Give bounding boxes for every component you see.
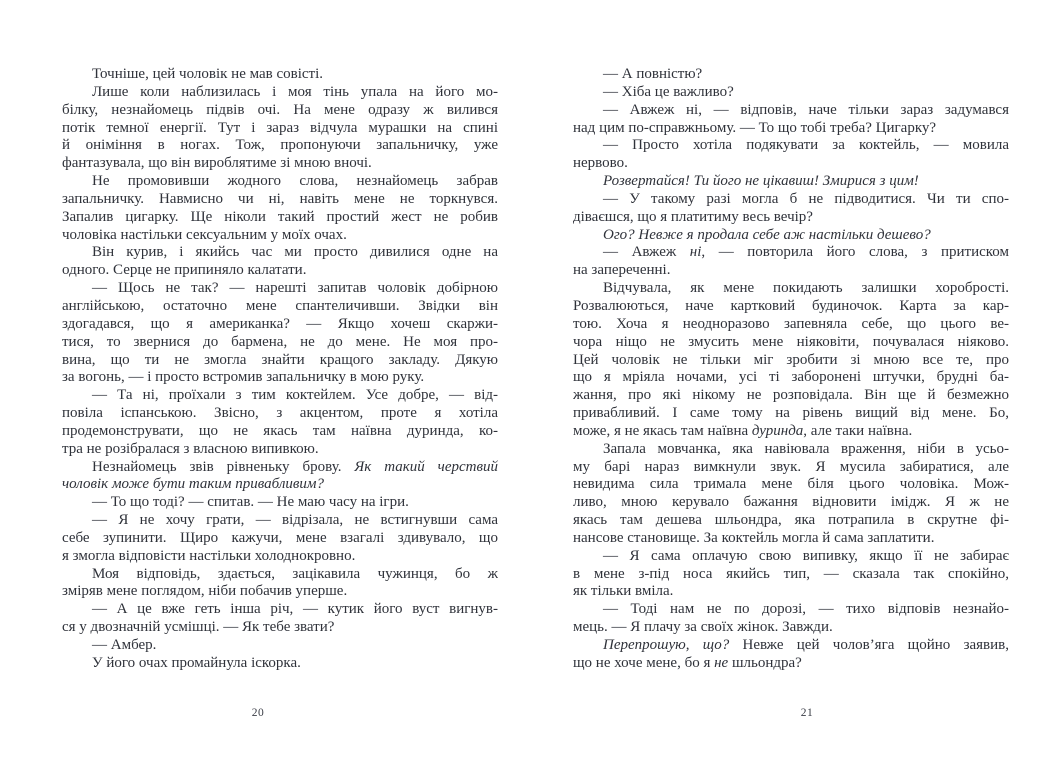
text-segment: що я мріяла ночами, усі ті заборонені штучки, брудні ба- <box>573 369 1009 386</box>
text-line <box>62 66 498 84</box>
text-line <box>573 334 1009 352</box>
text-line <box>573 476 1009 494</box>
text-segment: Розвалюються, наче картковий будиночок. Карта за кар- <box>573 297 1009 314</box>
text-segment: Незнайомець звів рівненьку брову. <box>92 458 355 475</box>
text-line <box>62 155 498 173</box>
text-line <box>573 387 1009 405</box>
text-segment: шльондра? <box>728 654 802 671</box>
text-line <box>573 191 1009 209</box>
text-segment: здогадався, що я американка? — Якщо хочеш скаржи- <box>62 315 498 332</box>
text-line <box>62 209 498 227</box>
text-segment: якась там дешева шльондра, яка потрапила в скрутне фі- <box>573 512 1009 529</box>
text-line <box>62 244 498 262</box>
text-segment: У його очах промайнула іскорка. <box>92 654 301 671</box>
text-line <box>62 173 498 191</box>
text-line <box>62 227 498 245</box>
text-segment: продемонструвати, що не якась там наївна дуринда, ко- <box>62 422 498 439</box>
text-segment: — Та ні, проїхали з тим коктейлем. Усе добре, — від- <box>92 387 498 404</box>
text-line <box>62 120 498 138</box>
text-line <box>62 423 498 441</box>
text-segment-italic: Як такий черствий <box>354 458 498 475</box>
text-segment: , але таки наївна. <box>803 422 913 439</box>
text-line <box>62 441 498 459</box>
text-line <box>573 209 1009 227</box>
text-segment: — Щось не так? — нарешті запитав чоловік добірною <box>92 280 498 297</box>
text-segment: Відчувала, як мене покидають залишки хоробрості. <box>603 280 1009 297</box>
text-line <box>573 512 1009 530</box>
text-line <box>62 601 498 619</box>
text-line <box>573 494 1009 512</box>
text-segment: на запереченні. <box>573 262 671 279</box>
text-segment: — А повністю? <box>603 66 703 82</box>
text-segment: й оніміння в ногах. Тож, пропонуючи запальничку, уже <box>62 137 498 154</box>
text-segment: в мене з-під носа якийсь тип, — сказала так спокійно, <box>573 565 1009 582</box>
text-segment: Лише коли наблизилась і моя тінь упала на його мо- <box>92 83 498 100</box>
text-line <box>573 227 1009 245</box>
text-segment: тою. Хоча я неодноразово запевняла себе, що цього ве- <box>573 315 1009 332</box>
text-line <box>573 155 1009 173</box>
text-segment: Запалив цигарку. Ще ніколи такий простий жест не робив <box>62 208 498 225</box>
text-line <box>573 84 1009 102</box>
text-segment: нервово. <box>573 155 628 172</box>
text-line <box>573 601 1009 619</box>
text-line <box>573 102 1009 120</box>
text-segment: невидима сила тримала мене біля цього чоловіка. Мож- <box>573 476 1009 493</box>
text-segment: може, я не якась там наївна <box>573 422 752 439</box>
text-segment: — То що тоді? — спитав. — Не маю часу на ігри. <box>92 494 409 511</box>
text-line <box>573 280 1009 298</box>
text-line <box>62 102 498 120</box>
text-line <box>62 137 498 155</box>
text-line <box>573 173 1009 191</box>
text-segment: потік темної енергії. Тут і зараз відчула мурашки на спині <box>62 119 498 136</box>
text-segment: тися, то звернися до бармена, не до мене. Не моя про- <box>62 333 498 350</box>
text-segment: тра не розібралася з власною випивкою. <box>62 440 319 457</box>
text-segment: — Я не хочу грати, — відрізала, не встигнувши сама <box>92 512 498 529</box>
text-line <box>62 583 498 601</box>
text-line <box>573 120 1009 138</box>
text-line <box>62 512 498 530</box>
text-line <box>573 459 1009 477</box>
text-line <box>62 459 498 477</box>
text-line <box>573 352 1009 370</box>
text-line <box>573 441 1009 459</box>
text-segment-italic: Розвертайся! Ти його не цікавиш! Змирися з цим! <box>603 173 919 190</box>
page-number-left: 20 <box>251 707 265 719</box>
text-segment: вина, що ти не змогла знайти кращого закладу. Дякую <box>62 351 498 368</box>
text-segment: — Авжеж ні, — відповів, наче тільки зараз задумався <box>603 101 1009 118</box>
text-segment: діваєшся, що я платитиму весь вечір? <box>573 208 813 225</box>
text-line <box>62 619 498 637</box>
text-line <box>573 298 1009 316</box>
text-segment: — У такому разі могла б не підводитися. Чи ти спо- <box>603 190 1009 207</box>
text-segment: — Тоді нам не по дорозі, — тихо відповів незнайо- <box>603 601 1009 618</box>
text-line <box>62 655 498 673</box>
page-right-text <box>573 66 1009 673</box>
text-line <box>573 423 1009 441</box>
text-line <box>62 548 498 566</box>
text-segment: фантазувала, що він вироблятиме зі мною вночі. <box>62 155 372 172</box>
text-line <box>573 244 1009 262</box>
text-segment: чора ніщо не змусить мене ніяковіти, почувалася ніяково. <box>573 333 1009 350</box>
text-line <box>573 566 1009 584</box>
text-segment: одного. Серце не припиняло калатати. <box>62 262 307 279</box>
text-line <box>573 66 1009 84</box>
text-segment: як тільки вміла. <box>573 583 674 600</box>
text-segment: ся у двозначній усмішці. — Як тебе звати? <box>62 619 335 636</box>
text-line <box>62 476 498 494</box>
text-segment: за вогонь, — і просто встромив запальничку в мою руку. <box>62 369 425 386</box>
text-line <box>573 316 1009 334</box>
text-line <box>62 637 498 655</box>
text-segment: себе зупинити. Щиро кажучи, мене взагалі здивувало, що <box>62 529 498 546</box>
text-line <box>62 387 498 405</box>
page-left-text <box>62 66 498 673</box>
text-segment: білку, незнайомець підвів очі. На мене одразу ж вилився <box>62 101 498 118</box>
text-segment: над цим по-справжньому. — То що тобі треба? Цигарку? <box>573 119 937 136</box>
text-line <box>62 84 498 102</box>
text-line <box>62 494 498 512</box>
page-number-right: 21 <box>800 707 814 719</box>
text-segment: Моя відповідь, здається, зацікавила чужинця, бо ж <box>92 565 498 582</box>
text-line <box>62 352 498 370</box>
text-line <box>573 637 1009 655</box>
text-segment: Невже цей чолов’яга щойно заявив, <box>729 637 1009 653</box>
text-segment: жання, про які нікому не розповідала. Він ще й безмежно <box>573 387 1009 404</box>
text-line <box>573 583 1009 601</box>
text-segment: мець. — Я плачу за своїх жінок. Завжди. <box>573 619 833 636</box>
text-segment: — А це вже геть інша річ, — кутик його вуст вигнув- <box>92 601 498 618</box>
text-line <box>573 619 1009 637</box>
text-segment-italic: чоловік може бути таким привабливим? <box>62 476 324 493</box>
text-line <box>573 530 1009 548</box>
text-segment: Запала мовчанка, яка навіювала враження, ніби в усьо- <box>603 440 1009 457</box>
text-line <box>62 334 498 352</box>
text-segment: чоловіка настільки сексуальним у моїх очах. <box>62 226 347 243</box>
text-segment: — Хіба це важливо? <box>603 83 734 100</box>
text-line <box>62 405 498 423</box>
text-line <box>573 262 1009 280</box>
text-segment: зміряв мене поглядом, ніби побачив уперше. <box>62 583 348 600</box>
text-line <box>62 262 498 280</box>
text-line <box>62 316 498 334</box>
text-segment: привабливий. І саме тому на рівень вищий від мене. Бо, <box>573 405 1009 422</box>
text-segment: Цей чоловік не тільки міг зробити зі мною все те, про <box>573 351 1009 368</box>
text-line <box>573 137 1009 155</box>
text-segment: — Авжеж <box>603 244 690 261</box>
text-segment: — Просто хотіла подякувати за коктейль, — мовила <box>603 137 1009 154</box>
text-line <box>573 369 1009 387</box>
text-line <box>62 566 498 584</box>
text-segment: що не хоче мене, бо я <box>573 654 715 671</box>
text-segment: англійською, остаточно мене спантеличивши. Звідки він <box>62 297 498 314</box>
text-segment: ливо, мною керувало бажання відновити імідж. Я ж не <box>573 494 1009 511</box>
text-segment: запальничку. Навмисно чи ні, навіть мене не торкнувся. <box>62 190 498 207</box>
text-segment: Точніше, цей чоловік не мав совісті. <box>92 66 324 82</box>
text-segment-italic: Перепрошую, що? <box>603 637 730 653</box>
text-segment-italic: Ого? Невже я продала себе аж настільки дешево? <box>603 226 931 243</box>
text-segment-italic: не <box>714 654 729 671</box>
text-line <box>62 369 498 387</box>
text-segment: — Я сама оплачую свою випивку, якщо її не забирає <box>603 547 1009 564</box>
text-segment: повіла іспанською. Звісно, з акцентом, проте я хотіла <box>62 405 498 422</box>
text-line <box>62 191 498 209</box>
text-line <box>62 280 498 298</box>
text-segment: Не промовивши жодного слова, незнайомець забрав <box>92 173 498 190</box>
text-segment: , — повторила його слова, з притиском <box>701 244 1009 261</box>
text-segment: — Амбер. <box>92 637 157 653</box>
text-segment: нансове становище. За коктейль могла й сама заплатити. <box>573 529 935 546</box>
text-segment: Він курив, і якийсь час ми просто дивилися одне на <box>92 244 498 261</box>
text-segment: я змогла відповісти настільки холоднокровно. <box>62 547 356 564</box>
text-line <box>62 298 498 316</box>
text-segment-italic: дуринда <box>751 422 804 439</box>
text-segment-italic: ні <box>689 244 702 261</box>
text-segment: му барі нараз вимкнули звук. Я мусила забиратися, але <box>573 458 1009 475</box>
text-line <box>62 530 498 548</box>
text-line <box>573 655 1009 673</box>
text-line <box>573 405 1009 423</box>
text-line <box>573 548 1009 566</box>
